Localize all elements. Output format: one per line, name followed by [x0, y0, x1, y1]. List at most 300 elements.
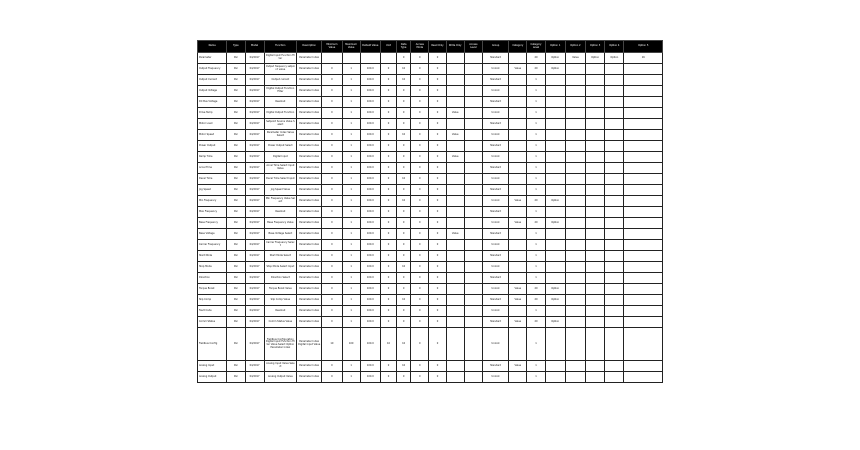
table-cell[interactable]: Min Frequency — [198, 196, 227, 207]
table-cell[interactable]: 1 — [527, 163, 545, 174]
column-header[interactable]: Function — [264, 41, 296, 53]
table-row[interactable] — [198, 185, 663, 196]
table-cell[interactable] — [565, 152, 585, 163]
table-cell[interactable]: Start Mode — [198, 251, 227, 262]
table-cell[interactable]: 1 — [342, 75, 360, 86]
table-cell[interactable]: 0 — [429, 240, 446, 251]
table-row[interactable] — [198, 108, 663, 119]
table-cell[interactable] — [624, 130, 663, 141]
table-cell[interactable]: 100.0 — [360, 317, 380, 328]
table-cell[interactable] — [624, 251, 663, 262]
table-cell[interactable]: Parameter Index — [297, 119, 322, 130]
table-cell[interactable]: 04/2017 — [245, 361, 264, 372]
table-cell[interactable] — [605, 284, 624, 295]
table-row[interactable] — [198, 119, 663, 130]
table-cell[interactable]: 20 — [527, 196, 545, 207]
table-cell[interactable]: Readout — [264, 207, 296, 218]
table-cell[interactable]: Power Output Select — [264, 141, 296, 152]
table-cell[interactable]: 04/2017 — [245, 273, 264, 284]
table-cell[interactable] — [586, 119, 605, 130]
table-cell[interactable]: 04/2017 — [245, 262, 264, 273]
table-cell[interactable] — [446, 295, 464, 306]
table-cell[interactable]: 04/2017 — [245, 328, 264, 361]
table-cell[interactable]: Unlock — [482, 284, 508, 295]
table-cell[interactable]: 0 — [411, 174, 429, 185]
table-cell[interactable] — [342, 53, 360, 64]
table-cell[interactable]: Value — [509, 284, 527, 295]
column-header[interactable]: Write Only — [446, 41, 464, 53]
table-cell[interactable] — [509, 152, 527, 163]
table-cell[interactable]: Standard — [482, 295, 508, 306]
table-cell[interactable]: 1 — [527, 328, 545, 361]
table-cell[interactable] — [586, 251, 605, 262]
table-cell[interactable]: 0 — [429, 196, 446, 207]
table-cell[interactable]: 0 — [429, 130, 446, 141]
table-cell[interactable] — [380, 53, 396, 64]
table-cell[interactable] — [446, 284, 464, 295]
table-cell[interactable]: 04/2017 — [245, 317, 264, 328]
table-cell[interactable]: 0 — [380, 240, 396, 251]
table-cell[interactable] — [545, 251, 565, 262]
table-cell[interactable] — [464, 119, 482, 130]
table-cell[interactable]: Parameter Index — [297, 273, 322, 284]
table-cell[interactable] — [605, 262, 624, 273]
table-cell[interactable]: 0 — [429, 53, 446, 64]
table-cell[interactable]: 0 — [397, 97, 411, 108]
table-cell[interactable]: Direction — [198, 273, 227, 284]
table-cell[interactable] — [545, 152, 565, 163]
table-cell[interactable] — [586, 163, 605, 174]
table-cell[interactable]: 0 — [429, 185, 446, 196]
column-header[interactable]: Name — [198, 41, 227, 53]
table-cell[interactable]: 10 — [397, 196, 411, 207]
table-cell[interactable]: 0 — [380, 207, 396, 218]
table-cell[interactable]: 1 — [527, 174, 545, 185]
table-cell[interactable] — [605, 64, 624, 75]
table-cell[interactable]: 1 — [527, 229, 545, 240]
table-cell[interactable]: 1 — [527, 152, 545, 163]
table-cell[interactable] — [624, 295, 663, 306]
table-cell[interactable]: 1 — [527, 306, 545, 317]
table-cell[interactable]: 0 — [397, 306, 411, 317]
table-cell[interactable]: 0 — [429, 141, 446, 152]
table-cell[interactable]: Readout — [264, 306, 296, 317]
table-cell[interactable]: Par — [227, 75, 245, 86]
table-row[interactable] — [198, 328, 663, 361]
table-cell[interactable] — [605, 174, 624, 185]
table-cell[interactable] — [624, 141, 663, 152]
table-cell[interactable]: 1 — [527, 185, 545, 196]
table-cell[interactable] — [565, 108, 585, 119]
table-cell[interactable] — [464, 262, 482, 273]
table-cell[interactable] — [624, 163, 663, 174]
table-cell[interactable] — [586, 229, 605, 240]
table-cell[interactable] — [464, 372, 482, 383]
table-cell[interactable] — [509, 372, 527, 383]
table-cell[interactable]: Max Frequency — [198, 207, 227, 218]
table-cell[interactable] — [624, 229, 663, 240]
table-row[interactable] — [198, 75, 663, 86]
table-cell[interactable]: 0 — [429, 328, 446, 361]
table-cell[interactable]: Stop Mode Select Input — [264, 262, 296, 273]
table-cell[interactable]: 0 — [380, 86, 396, 97]
table-cell[interactable]: 0 — [380, 108, 396, 119]
table-cell[interactable]: 0 — [411, 163, 429, 174]
table-cell[interactable]: 0 — [411, 328, 429, 361]
table-cell[interactable]: 0 — [429, 64, 446, 75]
table-cell[interactable] — [545, 108, 565, 119]
table-cell[interactable]: Direction Select — [264, 273, 296, 284]
table-cell[interactable]: 1 — [342, 218, 360, 229]
table-cell[interactable]: 0 — [397, 86, 411, 97]
table-cell[interactable]: 0 — [322, 86, 342, 97]
table-cell[interactable] — [446, 97, 464, 108]
table-cell[interactable] — [605, 86, 624, 97]
table-cell[interactable] — [605, 119, 624, 130]
table-cell[interactable]: 0 — [411, 295, 429, 306]
table-cell[interactable] — [464, 196, 482, 207]
table-cell[interactable]: Option — [605, 53, 624, 64]
column-header[interactable]: Option 3 — [586, 41, 605, 53]
table-cell[interactable]: 100.0 — [360, 372, 380, 383]
table-cell[interactable] — [446, 306, 464, 317]
table-cell[interactable]: Par — [227, 86, 245, 97]
table-cell[interactable] — [624, 240, 663, 251]
table-cell[interactable]: Parameter Index — [297, 372, 322, 383]
table-cell[interactable]: Parameter Index — [297, 317, 322, 328]
table-cell[interactable] — [446, 86, 464, 97]
table-cell[interactable]: 100.0 — [360, 97, 380, 108]
table-cell[interactable] — [464, 251, 482, 262]
table-cell[interactable] — [605, 218, 624, 229]
table-cell[interactable] — [586, 75, 605, 86]
table-cell[interactable] — [565, 97, 585, 108]
table-cell[interactable] — [464, 295, 482, 306]
table-cell[interactable]: 10 — [397, 64, 411, 75]
table-cell[interactable]: 04/2017 — [245, 207, 264, 218]
table-cell[interactable] — [545, 262, 565, 273]
column-header[interactable]: Option 4 — [605, 41, 624, 53]
column-header[interactable]: Read Only — [429, 41, 446, 53]
table-cell[interactable] — [545, 141, 565, 152]
table-cell[interactable]: Drive Temp — [198, 108, 227, 119]
table-cell[interactable]: 0 — [397, 372, 411, 383]
table-cell[interactable] — [586, 372, 605, 383]
table-cell[interactable]: Standard — [482, 97, 508, 108]
column-header[interactable]: Category Level — [527, 41, 545, 53]
column-header[interactable]: Category — [509, 41, 527, 53]
table-cell[interactable]: 0 — [411, 240, 429, 251]
table-cell[interactable] — [509, 119, 527, 130]
table-cell[interactable] — [565, 141, 585, 152]
table-cell[interactable]: 04/2017 — [245, 251, 264, 262]
table-cell[interactable] — [545, 86, 565, 97]
table-cell[interactable]: 100.0 — [360, 273, 380, 284]
table-cell[interactable]: Parameter Index — [297, 108, 322, 119]
table-cell[interactable]: Parameter Index — [297, 284, 322, 295]
table-cell[interactable]: 100.0 — [360, 174, 380, 185]
table-cell[interactable] — [586, 317, 605, 328]
table-cell[interactable]: 0 — [429, 207, 446, 218]
table-cell[interactable]: 0 — [322, 284, 342, 295]
table-cell[interactable] — [322, 53, 342, 64]
table-cell[interactable]: 0 — [411, 218, 429, 229]
table-cell[interactable] — [545, 174, 565, 185]
table-cell[interactable]: 100.0 — [360, 141, 380, 152]
table-cell[interactable]: Parameter Index — [297, 295, 322, 306]
table-cell[interactable]: Par — [227, 64, 245, 75]
table-cell[interactable] — [509, 185, 527, 196]
table-cell[interactable]: 0 — [411, 361, 429, 372]
table-cell[interactable]: Output Frequency — [198, 64, 227, 75]
table-cell[interactable] — [624, 97, 663, 108]
table-cell[interactable]: Par — [227, 97, 245, 108]
table-cell[interactable] — [464, 64, 482, 75]
table-cell[interactable]: 04/2017 — [245, 141, 264, 152]
table-cell[interactable]: 0 — [411, 306, 429, 317]
table-cell[interactable]: 1 — [342, 273, 360, 284]
column-header[interactable]: Model — [245, 41, 264, 53]
table-cell[interactable] — [565, 372, 585, 383]
table-cell[interactable]: 0 — [411, 97, 429, 108]
table-cell[interactable] — [464, 218, 482, 229]
table-cell[interactable]: Parameter Index — [297, 196, 322, 207]
table-cell[interactable]: Value — [509, 361, 527, 372]
table-cell[interactable]: 1 — [342, 251, 360, 262]
table-cell[interactable]: 0 — [411, 185, 429, 196]
table-cell[interactable]: 0 — [380, 361, 396, 372]
table-cell[interactable] — [509, 75, 527, 86]
table-cell[interactable]: Standard — [482, 53, 508, 64]
table-cell[interactable]: 0 — [380, 196, 396, 207]
table-cell[interactable] — [509, 108, 527, 119]
table-cell[interactable]: Parameter Index — [297, 97, 322, 108]
table-cell[interactable]: Option — [545, 64, 565, 75]
table-cell[interactable]: Par — [227, 328, 245, 361]
table-cell[interactable] — [605, 163, 624, 174]
table-cell[interactable]: Standard — [482, 119, 508, 130]
table-cell[interactable]: Par — [227, 361, 245, 372]
table-cell[interactable] — [605, 372, 624, 383]
table-cell[interactable]: Par — [227, 196, 245, 207]
table-cell[interactable] — [509, 240, 527, 251]
table-cell[interactable] — [624, 317, 663, 328]
table-cell[interactable]: 1 — [342, 141, 360, 152]
table-cell[interactable] — [605, 317, 624, 328]
table-cell[interactable] — [565, 251, 585, 262]
table-cell[interactable]: 0 — [411, 53, 429, 64]
table-cell[interactable]: 100.0 — [360, 196, 380, 207]
table-cell[interactable]: 0 — [322, 218, 342, 229]
table-cell[interactable] — [545, 328, 565, 361]
table-cell[interactable] — [464, 130, 482, 141]
table-cell[interactable] — [586, 185, 605, 196]
table-cell[interactable]: Parameter Index Digital Input Value — [297, 328, 322, 361]
table-row[interactable] — [198, 262, 663, 273]
table-cell[interactable]: 100.0 — [360, 284, 380, 295]
table-cell[interactable] — [464, 53, 482, 64]
table-cell[interactable]: Ramp Time — [198, 152, 227, 163]
column-header[interactable]: Type — [227, 41, 245, 53]
table-row[interactable] — [198, 306, 663, 317]
table-row[interactable] — [198, 152, 663, 163]
table-cell[interactable] — [586, 273, 605, 284]
table-cell[interactable] — [509, 86, 527, 97]
table-cell[interactable]: Digital Output Function Filter — [264, 86, 296, 97]
table-cell[interactable]: 1 — [342, 361, 360, 372]
table-cell[interactable] — [624, 152, 663, 163]
table-cell[interactable]: Value — [509, 317, 527, 328]
table-row[interactable] — [198, 273, 663, 284]
table-cell[interactable]: 100.0 — [360, 86, 380, 97]
table-cell[interactable]: Standard — [482, 361, 508, 372]
table-cell[interactable]: 0 — [322, 229, 342, 240]
table-cell[interactable]: Unlock — [482, 218, 508, 229]
table-cell[interactable]: 0 — [429, 229, 446, 240]
table-cell[interactable]: 0 — [411, 229, 429, 240]
table-cell[interactable] — [545, 229, 565, 240]
table-cell[interactable]: Parameter Index — [297, 306, 322, 317]
table-cell[interactable] — [565, 229, 585, 240]
table-cell[interactable]: Unlock — [482, 372, 508, 383]
table-cell[interactable]: 0 — [380, 306, 396, 317]
table-cell[interactable]: 04/2017 — [245, 372, 264, 383]
table-cell[interactable]: 0 — [429, 75, 446, 86]
column-header[interactable]: Data Type — [397, 41, 411, 53]
table-cell[interactable] — [545, 273, 565, 284]
table-cell[interactable] — [624, 64, 663, 75]
table-cell[interactable]: 0 — [380, 185, 396, 196]
table-cell[interactable]: 0 — [411, 196, 429, 207]
table-cell[interactable]: 0 — [429, 317, 446, 328]
table-cell[interactable]: 0 — [429, 163, 446, 174]
table-cell[interactable]: 0 — [380, 229, 396, 240]
table-cell[interactable]: 20 — [527, 64, 545, 75]
table-row[interactable] — [198, 196, 663, 207]
table-cell[interactable] — [586, 328, 605, 361]
table-cell[interactable] — [464, 163, 482, 174]
table-cell[interactable]: Par — [227, 152, 245, 163]
table-cell[interactable] — [545, 97, 565, 108]
table-cell[interactable]: Par — [227, 295, 245, 306]
table-cell[interactable] — [624, 273, 663, 284]
table-cell[interactable]: Parameter Index — [297, 207, 322, 218]
table-cell[interactable]: 0 — [411, 317, 429, 328]
table-cell[interactable]: Par — [227, 141, 245, 152]
table-cell[interactable]: 1 — [342, 130, 360, 141]
table-cell[interactable] — [509, 141, 527, 152]
table-cell[interactable]: 1 — [342, 152, 360, 163]
table-cell[interactable]: Setpoint Source Value Select — [264, 119, 296, 130]
column-header[interactable]: Description — [297, 41, 322, 53]
table-cell[interactable] — [446, 251, 464, 262]
table-cell[interactable]: Option — [545, 196, 565, 207]
table-cell[interactable]: Par — [227, 130, 245, 141]
table-cell[interactable] — [605, 361, 624, 372]
table-cell[interactable] — [624, 196, 663, 207]
table-cell[interactable] — [446, 262, 464, 273]
table-cell[interactable]: 100.0 — [360, 207, 380, 218]
table-cell[interactable]: Parameter — [198, 53, 227, 64]
table-cell[interactable] — [586, 262, 605, 273]
table-cell[interactable] — [586, 97, 605, 108]
table-cell[interactable] — [464, 174, 482, 185]
table-cell[interactable] — [545, 306, 565, 317]
table-cell[interactable] — [624, 328, 663, 361]
table-row[interactable] — [198, 64, 663, 75]
table-cell[interactable]: Carrier Frequency Select — [264, 240, 296, 251]
table-cell[interactable]: Base Voltage Select — [264, 229, 296, 240]
table-cell[interactable]: 0 — [411, 75, 429, 86]
table-cell[interactable]: 0 — [411, 284, 429, 295]
table-cell[interactable]: 0 — [322, 207, 342, 218]
table-cell[interactable]: Jog Speed — [198, 185, 227, 196]
table-cell[interactable]: 0 — [380, 97, 396, 108]
table-cell[interactable] — [565, 130, 585, 141]
table-cell[interactable] — [360, 53, 380, 64]
table-cell[interactable] — [565, 262, 585, 273]
table-cell[interactable]: 04/2017 — [245, 152, 264, 163]
table-cell[interactable]: 100.0 — [360, 251, 380, 262]
table-cell[interactable]: 1 — [342, 196, 360, 207]
table-cell[interactable]: Fieldbus Configuration Digital Input Function Filter Value Select Option Parameter Index — [264, 328, 296, 361]
table-cell[interactable]: Analog Output — [198, 372, 227, 383]
table-cell[interactable]: 0 — [380, 295, 396, 306]
table-cell[interactable]: Value — [509, 196, 527, 207]
table-cell[interactable] — [624, 185, 663, 196]
table-cell[interactable]: Value — [509, 64, 527, 75]
table-cell[interactable] — [446, 141, 464, 152]
table-cell[interactable]: 0 — [380, 218, 396, 229]
table-cell[interactable] — [565, 64, 585, 75]
table-cell[interactable]: Parameter Index — [297, 240, 322, 251]
column-header[interactable]: Maximum Value — [342, 41, 360, 53]
table-cell[interactable]: 1 — [342, 119, 360, 130]
table-cell[interactable] — [446, 64, 464, 75]
table-cell[interactable]: Standard — [482, 141, 508, 152]
table-cell[interactable] — [605, 240, 624, 251]
table-cell[interactable] — [464, 306, 482, 317]
table-cell[interactable]: Unlock — [482, 86, 508, 97]
table-cell[interactable]: 1 — [527, 97, 545, 108]
table-cell[interactable] — [605, 295, 624, 306]
table-cell[interactable] — [446, 240, 464, 251]
table-cell[interactable] — [464, 97, 482, 108]
table-cell[interactable]: 0 — [411, 262, 429, 273]
table-cell[interactable] — [565, 306, 585, 317]
table-cell[interactable] — [464, 75, 482, 86]
table-cell[interactable]: Parameter Index — [297, 163, 322, 174]
table-cell[interactable]: 0 — [322, 163, 342, 174]
table-cell[interactable] — [565, 163, 585, 174]
table-cell[interactable]: 1 — [527, 240, 545, 251]
table-cell[interactable] — [586, 141, 605, 152]
table-row[interactable] — [198, 284, 663, 295]
table-cell[interactable]: Value — [509, 218, 527, 229]
table-cell[interactable] — [624, 108, 663, 119]
table-cell[interactable]: Output Current — [198, 75, 227, 86]
table-cell[interactable]: 0 — [322, 64, 342, 75]
table-cell[interactable]: Standard — [482, 317, 508, 328]
table-cell[interactable]: 0 — [429, 86, 446, 97]
table-cell[interactable] — [605, 141, 624, 152]
table-cell[interactable]: Fieldbus Config — [198, 328, 227, 361]
table-cell[interactable]: 1 — [342, 185, 360, 196]
table-row[interactable] — [198, 163, 663, 174]
table-cell[interactable] — [509, 207, 527, 218]
table-cell[interactable]: 100.0 — [360, 229, 380, 240]
table-cell[interactable]: 1 — [527, 108, 545, 119]
